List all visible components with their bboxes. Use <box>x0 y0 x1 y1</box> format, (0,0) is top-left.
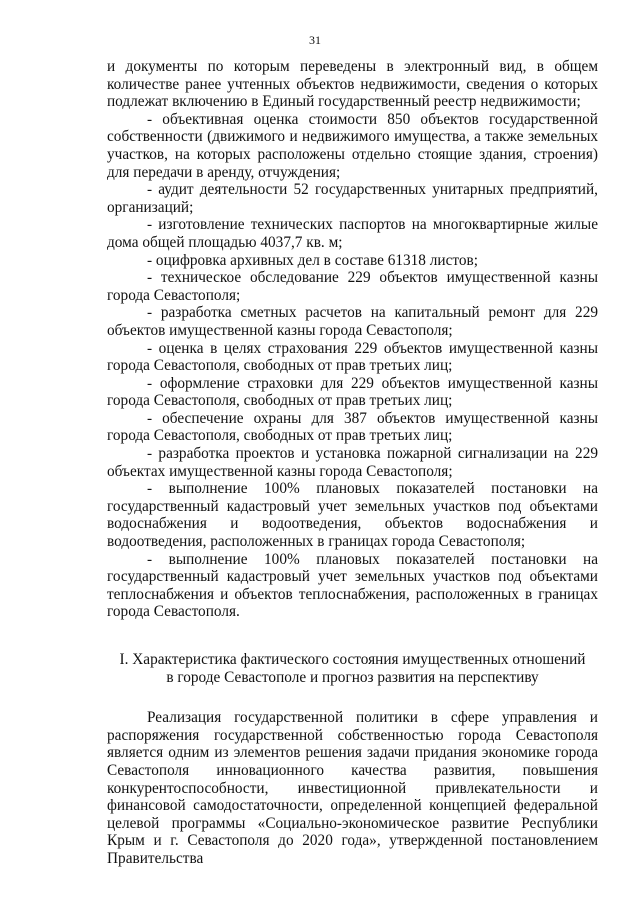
list-item: - оцифровка архивных дел в составе 61318 листов; <box>147 251 478 269</box>
list-item: - обеспечение охраны для 387 объектов имущественной казны города Севастополя, свободных от прав третьих лиц; <box>107 409 598 445</box>
paragraph-list <box>107 58 598 621</box>
list-item: - выполнение 100% плановых показателей постановки на государственный кадастровый учет земельных участков под объектами теплоснабжения и объектов теплоснабжения, расположенных в границах города Севастополя. <box>107 550 598 621</box>
list-item: - объективная оценка стоимости 850 объектов государственной собственности (движимого и недвижимого имущества, а также земельных участков, на которых расположены отдельно стоящие здания, строения) для передачи в аренду, отчуждения; <box>107 110 598 181</box>
document-body <box>107 58 598 868</box>
list-item: - разработка сметных расчетов на капитальный ремонт для 229 объектов имущественной казны города Севастополя; <box>107 304 598 339</box>
page-number: 31 <box>309 33 321 47</box>
list-item: - оформление страховки для 229 объектов имущественной казны города Севастополя, свободных от прав третьих лиц; <box>107 374 598 410</box>
list-item: - изготовление технических паспортов на многоквартирные жилые дома общей площадью 4037,7 кв. м; <box>107 216 598 251</box>
section-heading-line-1: I. Характеристика фактического состояния имущественных отношений <box>119 651 586 668</box>
section-heading <box>107 651 598 686</box>
list-item: - оценка в целях страхования 229 объектов имущественной казны города Севастополя, свободных от прав третьих лиц; <box>107 339 598 375</box>
list-item: - аудит деятельности 52 государственных унитарных предприятий, организаций; <box>107 181 598 216</box>
section-paragraph: Реализация государственной политики в сфере управления и распоряжения государственной собственностью города Севастополя является одним из элементов решения задачи придания экономике города Севастополя инновационного качества развития, повышения конкурентоспособности, инвестиционной привлекательности и финансовой самодостаточности, определенной концепцией федеральной целевой программы «Социально-экономическое развитие Республики Крым и г. Севастополя до 2020 года», утвержденной постановлением Правительства <box>107 709 598 867</box>
list-item: - техническое обследование 229 объектов имущественной казны города Севастополя; <box>107 269 598 304</box>
section-heading-line-2: в городе Севастополе и прогноз развития на перспективу <box>166 668 539 686</box>
continuation-paragraph: и документы по которым переведены в электронный вид, в общем количестве ранее учтенных объектов недвижимости, сведения о которых подлежат включению в Единый государственный реестр недвижимости; <box>107 58 598 111</box>
list-item: - разработка проектов и установка пожарной сигнализации на 229 объектах имущественной казны города Севастополя; <box>107 445 598 480</box>
list-item: - выполнение 100% плановых показателей постановки на государственный кадастровый учет земельных участков под объектами водоснабжения и водоотведения, объектов водоснабжения и водоотведения, расположенных в границах города Севастополя; <box>107 480 598 551</box>
